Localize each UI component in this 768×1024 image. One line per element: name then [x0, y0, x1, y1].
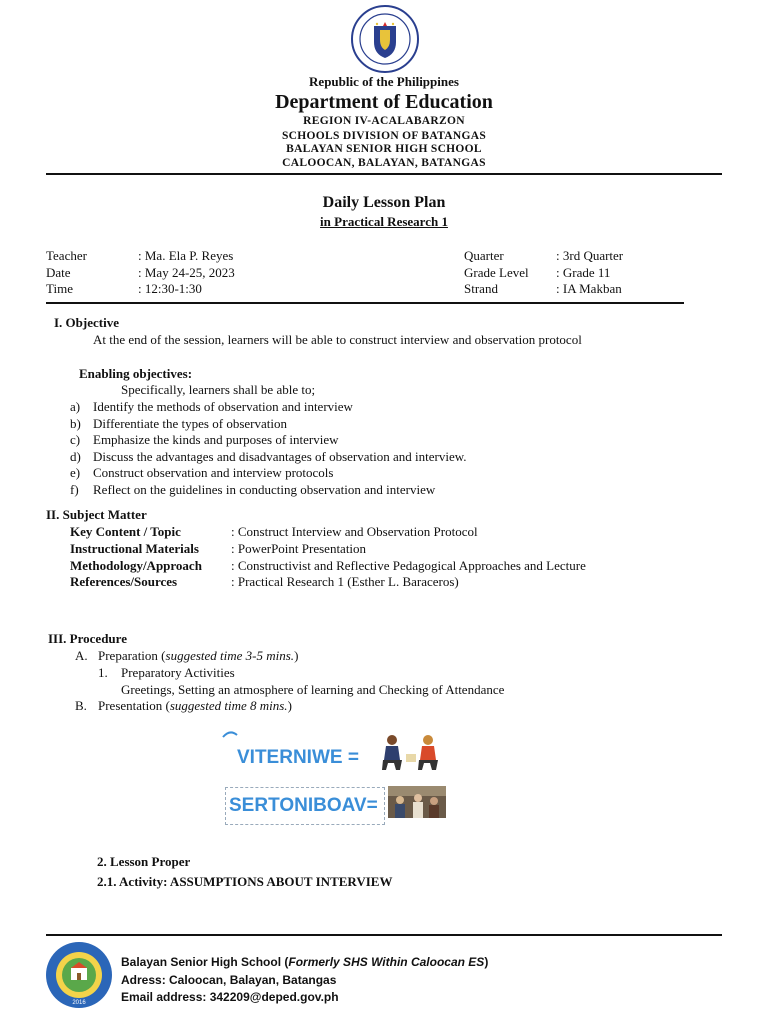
info-right-labels — [464, 248, 529, 298]
deped-seal-logo — [350, 4, 420, 74]
interview-people-icon — [378, 732, 444, 772]
objective-heading: I. Objective — [54, 315, 119, 330]
list-letter: b) — [70, 415, 81, 431]
puzzle-word-observation: SERTONIBOAV= — [229, 795, 378, 816]
subject-label: Methodology/Approach — [70, 557, 202, 573]
info-label: Time — [46, 281, 73, 296]
list-item: Identify the methods of observation and interview — [93, 399, 353, 414]
info-left-labels — [46, 248, 87, 298]
list-letter: a) — [70, 399, 81, 414]
lesson-plan-title: Daily Lesson Plan — [322, 194, 446, 211]
info-right-values — [556, 248, 623, 298]
procedure-b-text: Presentation ( — [98, 698, 170, 713]
subject-values — [231, 524, 586, 591]
subject-value: : Construct Interview and Observation Protocol — [231, 524, 478, 539]
procedure-b-close: ) — [287, 698, 292, 713]
info-label: Grade Level — [464, 264, 529, 280]
info-value: : 12:30-1:30 — [138, 281, 202, 296]
procedure-a1-detail: Greetings, Setting an atmosphere of learning and Checking of Attendance — [121, 682, 505, 697]
bshs-school-logo — [44, 940, 114, 1010]
logo-year: 2016 — [72, 1000, 86, 1006]
enabling-intro: Specifically, learners shall be able to; — [121, 382, 316, 397]
procedure-b-time: suggested time 8 mins. — [169, 698, 288, 713]
subject-matter-heading: II. Subject Matter — [46, 507, 147, 522]
footer-email: Email address: 342209@deped.gov.ph — [121, 990, 339, 1004]
observation-photo-icon — [388, 786, 446, 818]
puzzle-word-interview: VITERNIWE = — [237, 747, 359, 768]
procedure-a — [98, 648, 298, 664]
info-left-values — [138, 248, 235, 298]
corner-mark-icon — [222, 728, 238, 740]
info-value: : Ma. Ela P. Reyes — [138, 248, 234, 263]
lesson-plan-subtitle: in Practical Research 1 — [320, 214, 448, 229]
subject-label: References/Sources — [70, 574, 178, 590]
procedure-b-label: B. — [75, 698, 87, 713]
info-value: : May 24-25, 2023 — [138, 264, 235, 280]
footer-school-name — [121, 955, 488, 969]
header-divider — [46, 173, 722, 175]
address-line: CALOOCAN, BALAYAN, BATANGAS — [282, 157, 486, 169]
procedure-a-text: Preparation ( — [98, 648, 166, 663]
procedure-heading: III. Procedure — [48, 631, 127, 646]
activity-heading: 2.1. Activity: ASSUMPTIONS ABOUT INTERVIEW — [97, 874, 393, 889]
footer-school-former: Formerly SHS Within Caloocan ES — [288, 955, 485, 969]
list-item: Emphasize the kinds and purposes of interview — [93, 432, 339, 448]
list-item: Discuss the advantages and disadvantages of observation and interview. — [93, 448, 467, 464]
procedure-a-label: A. — [75, 648, 88, 663]
list-item: Reflect on the guidelines in conducting observation and interview — [93, 481, 436, 497]
list-letter: d) — [70, 448, 81, 464]
enabling-objectives-heading: Enabling objectives: — [79, 366, 193, 381]
school-line: BALAYAN SENIOR HIGH SCHOOL — [286, 143, 482, 155]
list-letter: e) — [70, 465, 81, 481]
footer-divider — [46, 934, 722, 936]
subject-label: Key Content / Topic — [70, 524, 181, 539]
subject-label: Instructional Materials — [70, 540, 199, 556]
division-line: SCHOOLS DIVISION OF BATANGAS — [281, 130, 487, 142]
republic-line: Republic of the Philippines — [309, 74, 459, 89]
objective-text: At the end of the session, learners will be able to construct interview and observation protocol — [93, 332, 582, 347]
info-value: : IA Makban — [556, 281, 622, 296]
info-value: : 3rd Quarter — [556, 248, 624, 263]
info-value: : Grade 11 — [556, 264, 611, 280]
list-item: Differentiate the types of observation — [93, 415, 287, 431]
department-title: Department of Education — [275, 91, 493, 113]
info-label: Quarter — [464, 248, 504, 263]
subject-value: : Practical Research 1 (Esther L. Baraceros) — [231, 574, 459, 590]
region-line: REGION IV-ACALABARZON — [303, 115, 465, 127]
lesson-proper-heading: 2. Lesson Proper — [97, 854, 191, 869]
info-label: Date — [46, 264, 71, 280]
list-letter: f) — [70, 481, 79, 497]
procedure-b — [98, 698, 292, 714]
procedure-a1-text: Preparatory Activities — [121, 665, 235, 680]
subject-value: : PowerPoint Presentation — [231, 540, 367, 556]
info-label: Teacher — [46, 248, 87, 263]
list-item: Construct observation and interview protocols — [93, 465, 334, 481]
info-divider — [46, 302, 684, 304]
enabling-letters — [70, 399, 81, 499]
enabling-list — [93, 399, 467, 499]
footer-school-name-text: Balayan Senior High School ( — [121, 955, 289, 969]
info-label: Strand — [464, 281, 498, 296]
procedure-a-close: ) — [294, 648, 299, 663]
list-letter: c) — [70, 432, 81, 448]
subject-labels — [70, 524, 202, 591]
footer-address: Adress: Caloocan, Balayan, Batangas — [121, 973, 337, 987]
footer-school-close: ) — [484, 955, 489, 969]
procedure-a1-label: 1. — [98, 665, 108, 680]
procedure-a-time: suggested time 3-5 mins. — [165, 648, 295, 663]
subject-value: : Constructivist and Reflective Pedagogical Approaches and Lecture — [231, 557, 586, 573]
